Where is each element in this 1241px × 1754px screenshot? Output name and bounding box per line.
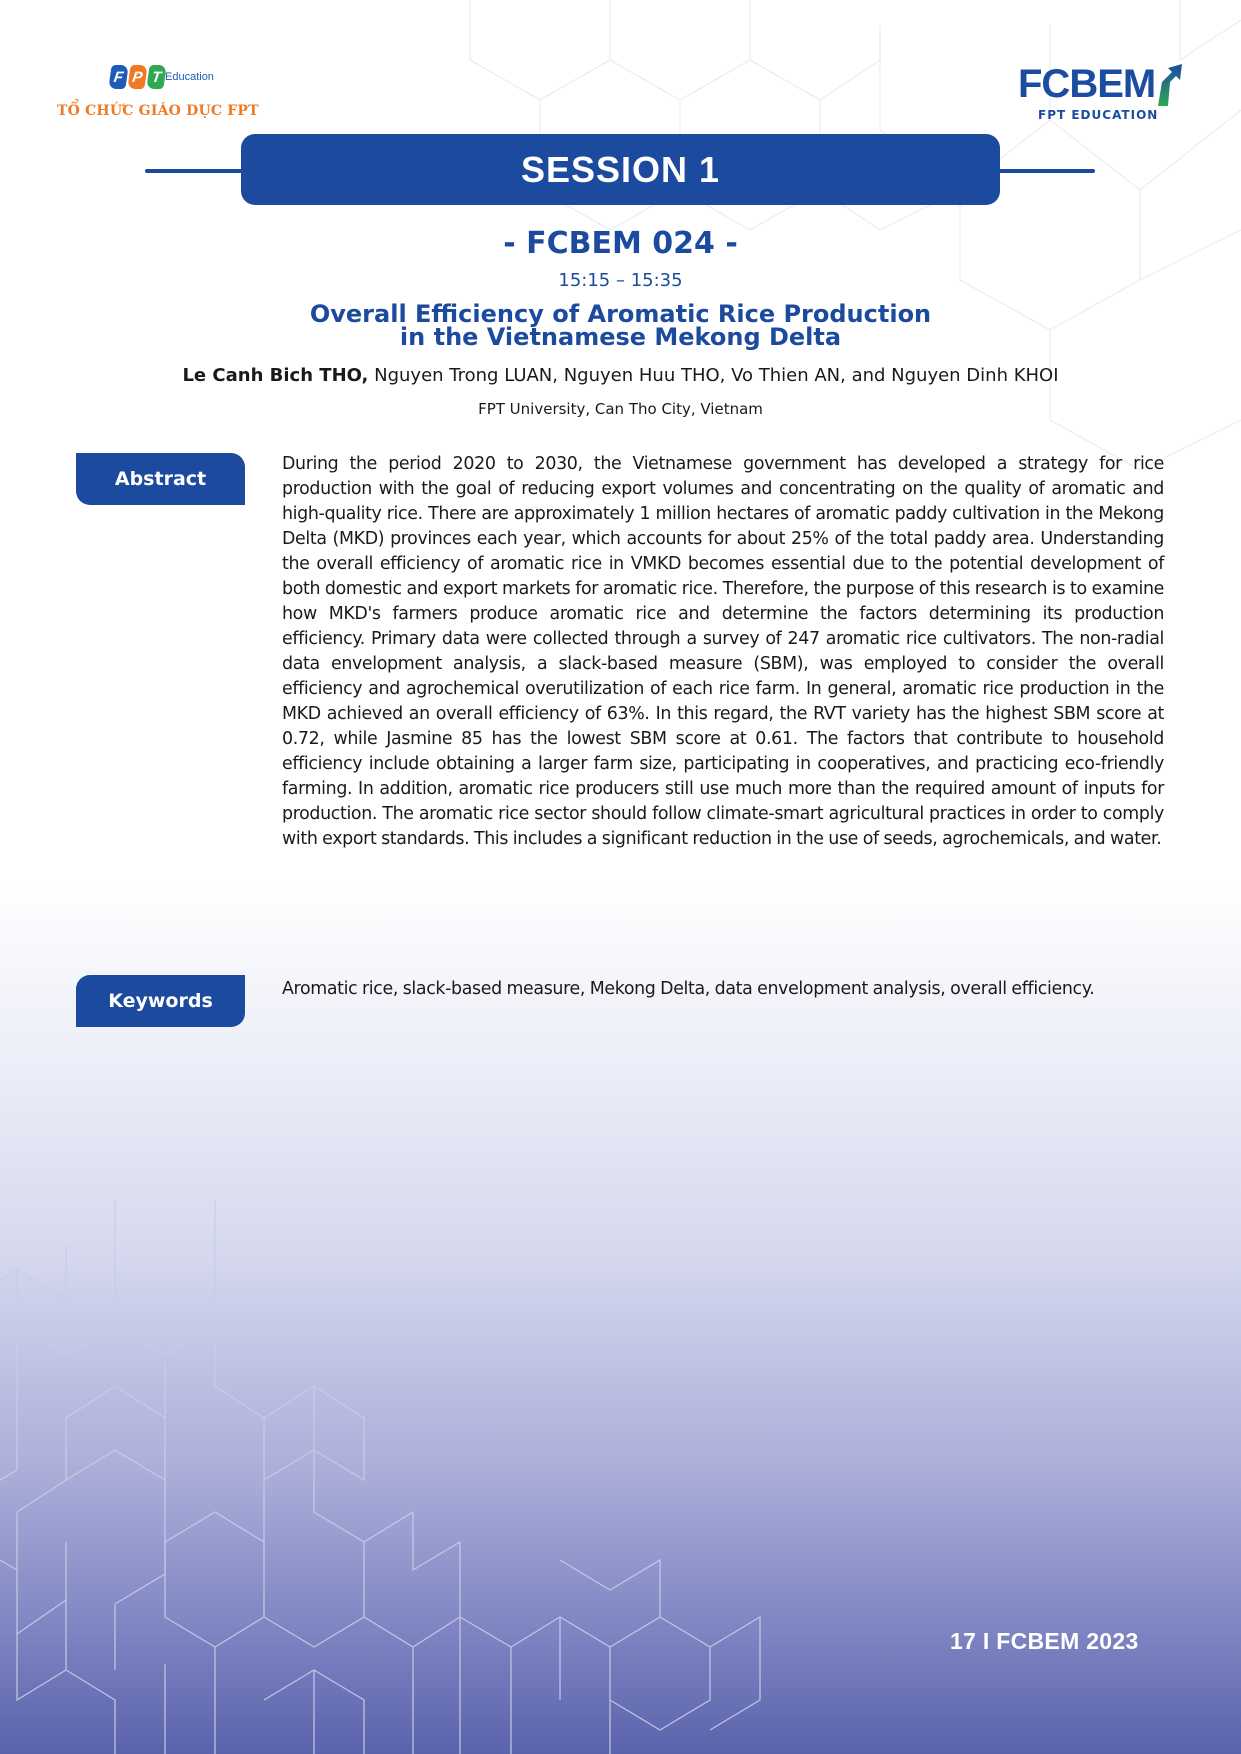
fpt-education-logo xyxy=(55,62,265,124)
fcbem-logo xyxy=(1018,62,1188,126)
author-list xyxy=(0,365,1241,386)
fpt-letter-badges xyxy=(110,65,165,89)
session-line-left xyxy=(145,169,245,173)
abstract-label: Abstract xyxy=(76,453,245,505)
fpt-logo-education-text: Education xyxy=(165,71,214,83)
session-time: 15:15 – 15:35 xyxy=(558,270,683,291)
fcbem-logo-wordmark: FCBEM xyxy=(1018,62,1156,106)
keywords-label: Keywords xyxy=(76,975,245,1027)
fpt-letter-p: P xyxy=(127,65,147,89)
page-footer: 17 I FCBEM 2023 xyxy=(950,1628,1139,1654)
fpt-letter-t: T xyxy=(146,65,166,89)
lead-author: Le Canh Bich THO, xyxy=(182,365,369,386)
abstract-text: During the period 2020 to 2030, the Vietnamese government has developed a strategy for rice production with the goal of reducing export volumes and concentrating on the quality of aromatic and high-quality rice. There are approximately 1 million hectares of aromatic paddy cultivation in the Mekong Delta (MKD) provinces each year, which accounts for about 25% of the total paddy area. Understanding the overall efficiency of aromatic rice in VMKD becomes essential due to the potential development of both domestic and export markets for aromatic rice. Therefore, the purpose of this research is to examine how MKD's farmers produce aromatic rice and determine the factors determining its production efficiency. Primary data were collected through a survey of 247 aromatic rice cultivators. The non-radial data envelopment analysis, a slack-based measure (SBM), was employed to consider the overall efficiency and agrochemical overutilization of each rice farm. In general, aromatic rice production in the MKD achieved an overall efficiency of 63%. In this regard, the RVT variety has the highest SBM score at 0.72, while Jasmine 85 has the lowest SBM score at 0.61. The factors that contribute to household efficiency include obtaining a larger farm size, participating in cooperatives, and practicing eco-friendly farming. In addition, aromatic rice producers still use much more than the required amount of inputs for production. The aromatic rice sector should follow climate-smart agricultural practices in order to comply with export standards. This includes a significant reduction in the use of seeds, agrochemicals, and water. xyxy=(282,454,1164,849)
keywords-text: Aromatic rice, slack-based measure, Mekong Delta, data envelopment analysis, overall efficiency. xyxy=(282,979,1095,999)
session-line-right xyxy=(995,169,1095,173)
paper-code: - FCBEM 024 - xyxy=(503,226,738,261)
fpt-organization-name: TỔ CHỨC GIÁO DỤC FPT xyxy=(57,103,259,119)
paper-title-line-1: Overall Efficiency of Aromatic Rice Production xyxy=(309,300,932,328)
author-affiliation: FPT University, Can Tho City, Vietnam xyxy=(478,400,763,418)
fcbem-logo-subtitle: FPT EDUCATION xyxy=(1038,108,1159,122)
session-banner xyxy=(241,134,1000,205)
paper-title xyxy=(0,300,1241,351)
fpt-letter-f: F xyxy=(108,65,128,89)
paper-title-line-2: in the Vietnamese Mekong Delta xyxy=(399,323,842,351)
session-label: SESSION 1 xyxy=(520,148,721,190)
growth-arrow-icon xyxy=(1154,62,1184,110)
co-authors: Nguyen Trong LUAN, Nguyen Huu THO, Vo Thien AN, and Nguyen Dinh KHOI xyxy=(368,365,1059,386)
